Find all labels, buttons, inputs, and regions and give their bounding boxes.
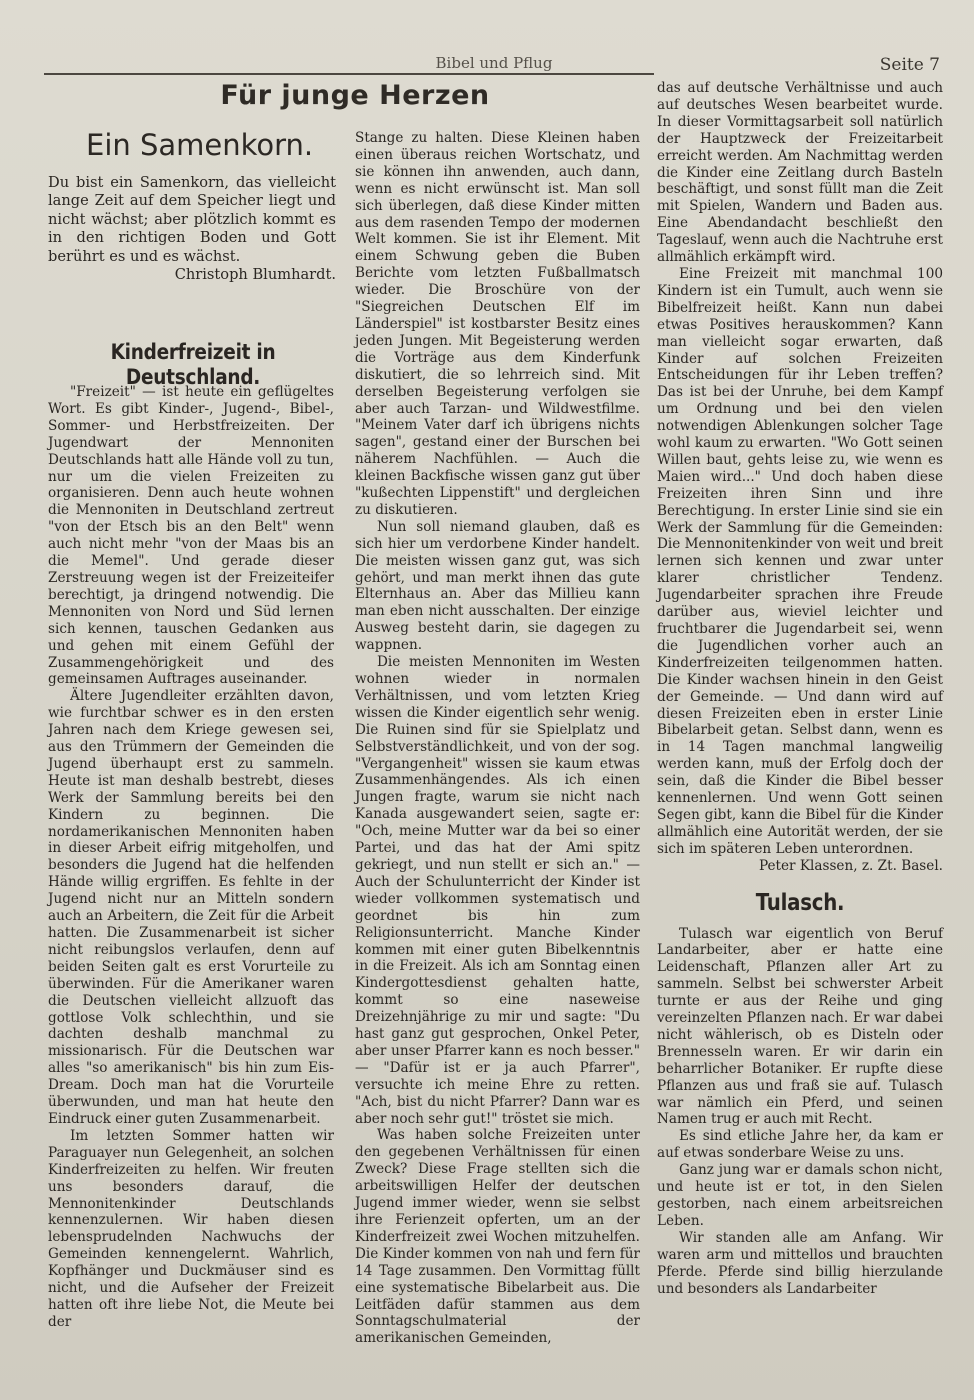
paragraph: Es sind etliche Jahre her, da kam er auf etwas sonderbare Weise zu uns. (657, 1128, 943, 1162)
paragraph: "Freizeit" — ist heute ein geflügeltes Wort. Es gibt Kinder-, Jugend-, Bibel-, Sommer- und Herbstfreizeiten. Der Jugendwart der Mennoniten Deutschlands hatt alle Hände voll zu tun, nur um die vielen Freizeiten zu organisieren. Denn auch heute wohnen die Mennoniten in Deutschland zertreut "von der Etsch bis an den Belt" wenn auch nicht mehr "von der Maas bis an die Memel". Und gerade dieser Zerstreuung wegen ist der Freizeiteifer berechtigt, ja dringend notwendig. Die Mennoniten von Nord und Süd lernen sich kennen, tauschen Gedanken aus und gehen mit einem Gefühl der Zusammengehörigkeit und des gemeinsamen Auftrages auseinander. (48, 384, 334, 688)
page-number: Seite 7 (879, 55, 940, 75)
article-heading-kinderfreizeit: Kinderfreizeit in Deutschland. (110, 340, 276, 390)
paragraph: das auf deutsche Verhältnisse und auch auf deutsches Wesen bearbeitet wurde. In dieser Vormittagsarbeit soll natürlich der Hauptzweck der Freizeitarbeit erreicht werden. Am Nachmittag werden die Kinder eine Zeitlang durch Basteln beschäftigt, und sonst füllt man die Zeit mit Spielen, Wandern und Baden aus. Eine Abendandacht beschließt den Tageslauf, wenn auch die Nachtruhe erst allmählich erkämpft wird. (657, 80, 943, 266)
paragraph: Wir standen alle am Anfang. Wir waren arm und mittellos und brauchten Pferde. Pferde sind billig hierzulande und besonders als Landarbeiter (657, 1229, 943, 1297)
paragraph: Eine Freizeit mit manchmal 100 Kindern ist ein Tumult, auch wenn sie Bibelfreizeit heißt. Kann nun dabei etwas Positives herauskommen? Kann man vielleicht sogar erwarten, daß Kinder auf solchen Freizeiten Entscheidungen für ihr Leben treffen? Das ist bei der Unruhe, bei dem Kampf um Ordnung und bei den vielen notwendigen Ablenkungen solcher Tage wohl kaum zu erwarten. "Wo Gott seinen Willen baut, gehts leise zu, wie wenn es Maien wird..." Und doch haben diese Freizeiten ihren Sinn und ihre Berechtigung. In erster Linie sind sie ein Werk der Sammlung für die Gemeinden: Die Mennonitenkinder von weit und breit lernen sich kennen und zwar unter klarer christlicher Tendenz. Jugendarbeiter sprachen ihre Freude darüber aus, wieviel leichter und fruchtbarer die Jugendarbeit sei, wenn die Jugendlichen vorher auch an Kinderfreizeiten teilgenommen hatten. Die Kinder wachsen hinein in den Geist der Gemeinde. — Und dann wird auf diesen Freizeiten eben in erster Linie Bibelarbeit getan. Selbst dann, wenn es in 14 Tagen manchmal langweilig werden kann, muß der Erfolg doch der sein, daß die Kinder die Bibel besser kennenlernen. Und wenn Gott seinen Segen gibt, kann die Bibel für die Kinder allmählich eine Autorität werden, der sie sich im späteren Leben unterordnen. (657, 265, 943, 857)
paragraph: Stange zu halten. Diese Kleinen haben einen überaus reichen Wortschatz, und sie können ihn anwenden, auch dann, wenn es nicht erwünscht ist. Man soll sich überlegen, daß diese Kinder mitten aus dem rasenden Tempo der modernen Welt kommen. Sie ist ihr Element. Mit einem Schwung geben die Buben Berichte vom letzten Fußballmatsch wieder. Die Broschüre von der "Siegreichen Deutschen Elf im Länderspiel" ist kostbarster Besitz eines jeden Jungen. Mit Begeisterung werden die Vorträge aus dem Kinderfunk diskutiert, die so lehrreich sind. Mit derselben Begeisterung verfolgen sie aber auch Tarzan- und Wildwestfilme. "Meinem Vater darf ich übrigens nichts sagen", gestand einer der Burschen bei näherem Nachfühlen. — Auch die kleinen Backfische wissen ganz gut über "kußechten Lippenstift" und dergleichen zu diskutieren. (355, 130, 640, 518)
article-signature: Peter Klassen, z. Zt. Basel. (758, 857, 943, 874)
column-2 (355, 130, 640, 1347)
paragraph: Was haben solche Freizeiten unter den gegebenen Verhältnissen für einen Zweck? Diese Frage stellten sich die arbeitswilligen Helfer der deutschen Jugend immer wieder, wenn sie selbst ihre Ferienzeit opferten, um an der Kinderfreizeit zwei Wochen mitzuhelfen. Die Kinder kommen von nah und fern für 14 Tage zusammen. Den Vormittag füllt eine systematische Bibelarbeit aus. Die Leitfäden dafür stammen aus dem Sonntagschulmaterial der amerikanischen Gemeinden, (355, 1127, 640, 1347)
paragraph: Die meisten Mennoniten im Westen wohnen wieder in normalen Verhältnissen, und vom letzten Krieg wissen die Kinder eigentlich sehr wenig. Die Ruinen sind für sie Spielplatz und Selbstverständlichkeit, und von der sog. "Vergangenheit" wissen sie kaum etwas Zusammenhängendes. Als ich einen Jungen fragte, warum sie nicht nach Kanada ausgewandert seien, sagte er: "Och, meine Mutter war da bei so einer Partei, und das hat der Ami spitz gekriegt, und nun stellt er sich an." — Auch der Schulunterricht der Kinder ist wieder vollkommen systematisch und geordnet bis hin zum Religionsunterricht. Manche Kinder kommen mit einer guten Bibelkenntnis in die Freizeit. Als ich am Sonntag einen Kindergottesdienst gehalten hatte, kommt so eine naseweise Dreizehnjährige zu mir und sagte: "Du hast ganz gut gesprochen, Onkel Peter, aber unser Pfarrer kann es noch besser." — "Dafür ist er ja auch Pfarrer", versuchte ich meine Ehre zu retten. "Ach, bist du nicht Pfarrer? Dann war es aber noch sehr gut!" tröstet sie mich. (355, 654, 640, 1127)
header-rule (44, 73, 654, 75)
paragraph: Im letzten Sommer hatten wir Paraguayer nun Gelegenheit, an solchen Kinderfreizeiten zu helfen. Wir freuten uns besonders darauf, die Mennonitenkinder Deutschlands kennenzulernen. Wir haben diesen lebensprudelnden Nachwuchs der Gemeinden kennengelernt. Wahrlich, Kopfhänger und Duckmäuser sind es nicht, und die Aufseher der Freizeit hatten oft ihre liebe Not, die Meute bei der (48, 1127, 334, 1330)
paragraph: Tulasch war eigentlich von Beruf Landarbeiter, aber er hatte eine Leidenschaft, Pflanzen aller Art zu sammeln. Selbst bei schwerster Arbeit turnte er aus der Reihe und ging vereinzelten Pflanzen nach. Er war dabei nicht wählerisch, ob es Disteln oder Brennesseln waren. Er wir darin ein beharrlicher Botaniker. Er rupfte diese Pflanzen aus und fraß sie auf. Tulasch war nämlich ein Pferd, und seinen Namen trug er auch mit Recht. (657, 925, 943, 1128)
poem-block (48, 174, 336, 284)
section-title: Für junge Herzen (220, 80, 490, 111)
article-heading-tulasch: Tulasch. (755, 889, 845, 916)
poem-author: Christoph Blumhardt. (174, 266, 336, 284)
paragraph: Ganz jung war er damals schon nicht, und heute ist er tot, in den Sielen gestorben, nach einem arbeitsreichen Leben. (657, 1162, 943, 1229)
paragraph: Nun soll niemand glauben, daß es sich hier um verdorbene Kinder handelt. Die meisten wissen ganz gut, was sich gehört, und man merkt ihnen das gute Elternhaus an. Aber das Millieu kann man eben nicht ausschalten. Der einzige Ausweg besteht darin, sie dagegen zu wappnen. (355, 518, 640, 654)
poem-text: Du bist ein Samenkorn, das vielleicht lange Zeit auf dem Speicher liegt und nicht wächst; aber plötzlich kommt es in den richtigen Boden und Gott berührt es und es wächst. (48, 174, 336, 265)
running-title: Bibel und Pflug (435, 54, 553, 72)
paragraph: Ältere Jugendleiter erzählten davon, wie furchtbar schwer es in den ersten Jahren nach dem Kriege gewesen sei, aus den Trümmern der Gemeinden die Jugend überhaupt erst zu sammeln. Heute ist man deshalb bestrebt, dieses Werk der Sammlung bereits bei den Kindern zu beginnen. Die nordamerikanischen Mennoniten haben in dieser Arbeit eifrig mitgeholfen, und besonders die Jugend hat die helfenden Hände willig ergriffen. Es fehlte in der Jugend nicht nur an Mitteln sondern auch an Arbeitern, die Zeit für die Arbeit hatten. Die Zusammenarbeit ist sicher nicht reibungslos verlaufen, denn auf beiden Seiten galt es erst Vorurteile zu überwinden. Für die Amerikaner waren die Deutschen vielleicht allzuoft das gottlose Volk schlechthin, und sie dachten deshalb manchmal zu missionarisch. Für die Deutschen war alles "so amerikanisch" bis hin zum Eis-Dream. Doch man hat die Vorurteile überwunden, und man hat heute den Eindruck einer guten Zusammenarbeit. (48, 688, 334, 1127)
column-1 (48, 384, 334, 1331)
poem-title: Ein Samenkorn. (86, 128, 314, 162)
column-3 (657, 80, 943, 1297)
